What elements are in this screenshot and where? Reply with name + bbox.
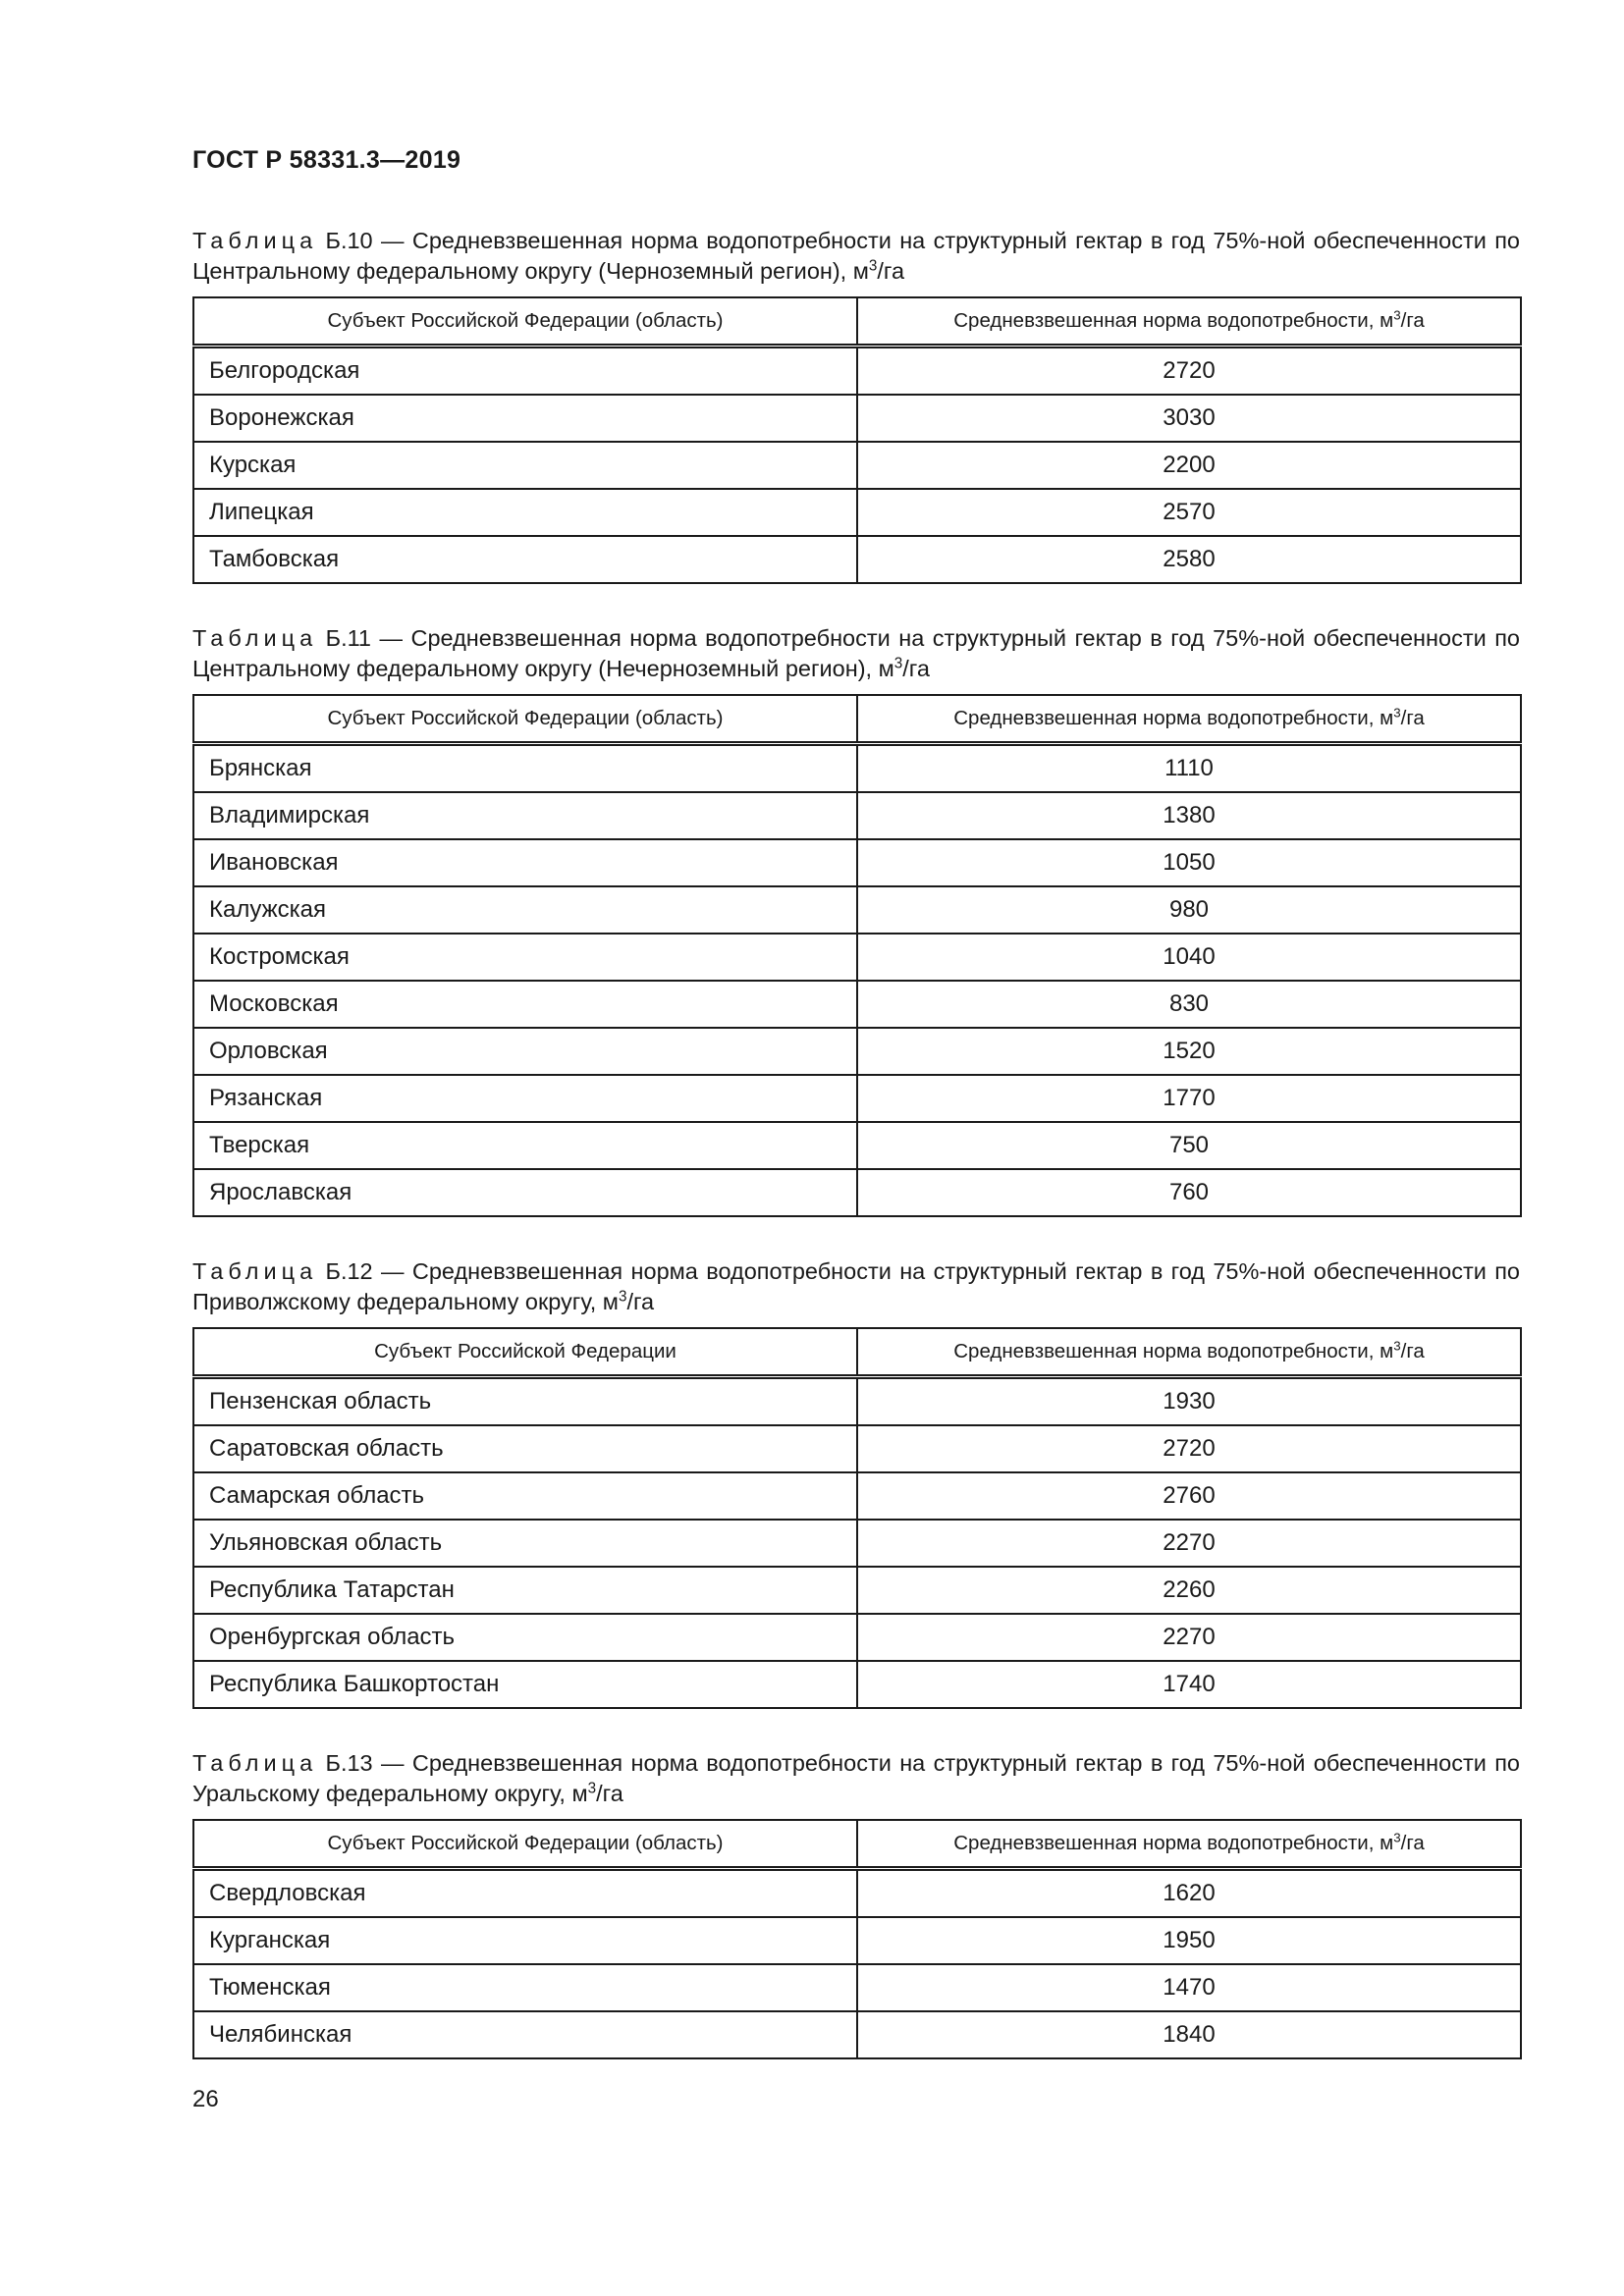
table-row — [193, 886, 1521, 934]
norm-value-cell: 760 — [857, 1169, 1521, 1216]
caption-unit-superscript: 3 — [618, 1288, 627, 1306]
subject-name-cell: Свердловская — [193, 1869, 857, 1918]
column-header-norm-text: Средневзвешенная норма водопотребности, м — [953, 1340, 1394, 1362]
table-caption — [192, 1256, 1520, 1317]
subject-name-cell: Белгородская — [193, 347, 857, 396]
table-header-row — [193, 1820, 1521, 1869]
subject-name-cell: Тюменская — [193, 1964, 857, 2011]
subject-name-cell: Курганская — [193, 1917, 857, 1964]
norm-value-cell: 750 — [857, 1122, 1521, 1169]
norm-value-cell: 2760 — [857, 1472, 1521, 1520]
column-header-norm-superscript: 3 — [1393, 1830, 1401, 1845]
norm-value-cell: 2570 — [857, 489, 1521, 536]
table-header-row — [193, 695, 1521, 744]
column-header-norm-text: Средневзвешенная норма водопотребности, м — [953, 1832, 1394, 1854]
column-header-norm-superscript: 3 — [1393, 1338, 1401, 1354]
subject-name-cell: Костромская — [193, 934, 857, 981]
subject-name-cell: Саратовская область — [193, 1425, 857, 1472]
table-caption — [192, 1748, 1520, 1809]
page-number: 26 — [192, 2086, 219, 2112]
table-row — [193, 1122, 1521, 1169]
caption-unit-tail: /га — [626, 1289, 655, 1314]
norm-value-cell: 2580 — [857, 536, 1521, 583]
subject-name-cell: Самарская область — [193, 1472, 857, 1520]
norm-value-cell: 830 — [857, 981, 1521, 1028]
column-header-subject: Субъект Российской Федерации (область) — [193, 1820, 857, 1869]
subject-name-cell: Республика Татарстан — [193, 1567, 857, 1614]
table-block — [192, 623, 1520, 1217]
table-row — [193, 1377, 1521, 1426]
column-header-norm-text: Средневзвешенная норма водопотребности, м — [953, 309, 1394, 332]
column-header-norm-text: Средневзвешенная норма водопотребности, м — [953, 707, 1394, 729]
subject-name-cell: Московская — [193, 981, 857, 1028]
table-row — [193, 1520, 1521, 1567]
table-row — [193, 1075, 1521, 1122]
subject-name-cell: Республика Башкортостан — [193, 1661, 857, 1708]
column-header-norm — [857, 297, 1521, 347]
norm-value-cell: 2260 — [857, 1567, 1521, 1614]
table-caption-text: Б.13 — Средневзвешенная норма водопотребности на структурный гектар в год 75%-ной обеспеченности по Уральскому федеральному округу, м — [192, 1750, 1520, 1806]
subject-name-cell: Ярославская — [193, 1169, 857, 1216]
data-table — [192, 1327, 1522, 1709]
tables-container — [192, 226, 1520, 2059]
norm-value-cell: 2270 — [857, 1614, 1521, 1661]
column-header-norm — [857, 1820, 1521, 1869]
norm-value-cell: 1380 — [857, 792, 1521, 839]
column-header-norm-superscript: 3 — [1393, 307, 1401, 323]
norm-value-cell: 1620 — [857, 1869, 1521, 1918]
column-header-norm — [857, 1328, 1521, 1377]
document-page — [192, 145, 1520, 2114]
table-row — [193, 536, 1521, 583]
column-header-subject: Субъект Российской Федерации (область) — [193, 695, 857, 744]
caption-unit-tail: /га — [877, 258, 905, 284]
table-caption — [192, 623, 1520, 684]
table-row — [193, 395, 1521, 442]
caption-unit-tail: /га — [902, 656, 930, 681]
norm-value-cell: 1840 — [857, 2011, 1521, 2058]
norm-value-cell: 1520 — [857, 1028, 1521, 1075]
table-row — [193, 1425, 1521, 1472]
norm-value-cell: 3030 — [857, 395, 1521, 442]
table-header-row — [193, 297, 1521, 347]
table-row — [193, 839, 1521, 886]
data-table — [192, 296, 1522, 584]
caption-unit-superscript: 3 — [587, 1780, 597, 1797]
norm-value-cell: 1950 — [857, 1917, 1521, 1964]
subject-name-cell: Калужская — [193, 886, 857, 934]
norm-value-cell: 1040 — [857, 934, 1521, 981]
norm-value-cell: 1930 — [857, 1377, 1521, 1426]
table-caption-label: Таблица — [192, 228, 318, 253]
subject-name-cell: Рязанская — [193, 1075, 857, 1122]
table-row — [193, 1472, 1521, 1520]
norm-value-cell: 1770 — [857, 1075, 1521, 1122]
column-header-subject: Субъект Российской Федерации (область) — [193, 297, 857, 347]
subject-name-cell: Орловская — [193, 1028, 857, 1075]
norm-value-cell: 2720 — [857, 347, 1521, 396]
subject-name-cell: Оренбургская область — [193, 1614, 857, 1661]
subject-name-cell: Воронежская — [193, 395, 857, 442]
table-caption-label: Таблица — [192, 625, 318, 651]
table-caption-label: Таблица — [192, 1750, 318, 1776]
table-row — [193, 1869, 1521, 1918]
norm-value-cell: 1050 — [857, 839, 1521, 886]
data-table — [192, 1819, 1522, 2059]
subject-name-cell: Тверская — [193, 1122, 857, 1169]
subject-name-cell: Пензенская область — [193, 1377, 857, 1426]
caption-unit-tail: /га — [596, 1781, 623, 1806]
table-row — [193, 1567, 1521, 1614]
column-header-norm-tail: /га — [1400, 1340, 1425, 1362]
table-row — [193, 489, 1521, 536]
subject-name-cell: Брянская — [193, 744, 857, 793]
table-row — [193, 981, 1521, 1028]
table-row — [193, 1169, 1521, 1216]
column-header-norm-tail: /га — [1400, 309, 1425, 332]
table-caption-label: Таблица — [192, 1258, 318, 1284]
table-block — [192, 1748, 1520, 2059]
table-row — [193, 1917, 1521, 1964]
table-row — [193, 1661, 1521, 1708]
table-row — [193, 934, 1521, 981]
subject-name-cell: Тамбовская — [193, 536, 857, 583]
table-row — [193, 1028, 1521, 1075]
subject-name-cell: Липецкая — [193, 489, 857, 536]
document-header: ГОСТ Р 58331.3—2019 — [192, 146, 461, 174]
subject-name-cell: Ивановская — [193, 839, 857, 886]
table-row — [193, 1964, 1521, 2011]
subject-name-cell: Челябинская — [193, 2011, 857, 2058]
column-header-subject: Субъект Российской Федерации — [193, 1328, 857, 1377]
table-row — [193, 2011, 1521, 2058]
norm-value-cell: 2720 — [857, 1425, 1521, 1472]
norm-value-cell: 1470 — [857, 1964, 1521, 2011]
column-header-norm-tail: /га — [1400, 707, 1425, 729]
table-block — [192, 226, 1520, 584]
caption-unit-superscript: 3 — [893, 655, 903, 672]
norm-value-cell: 1110 — [857, 744, 1521, 793]
table-row — [193, 792, 1521, 839]
subject-name-cell: Владимирская — [193, 792, 857, 839]
table-row — [193, 1614, 1521, 1661]
norm-value-cell: 2200 — [857, 442, 1521, 489]
table-caption-text: Б.10 — Средневзвешенная норма водопотребности на структурный гектар в год 75%-ной обеспеченности по Центральному федеральному округу (Черноземный регион), м — [192, 228, 1520, 284]
table-block — [192, 1256, 1520, 1709]
table-row — [193, 744, 1521, 793]
norm-value-cell: 980 — [857, 886, 1521, 934]
table-header-row — [193, 1328, 1521, 1377]
table-row — [193, 442, 1521, 489]
column-header-norm-tail: /га — [1400, 1832, 1425, 1854]
table-row — [193, 347, 1521, 396]
column-header-norm-superscript: 3 — [1393, 705, 1401, 721]
subject-name-cell: Курская — [193, 442, 857, 489]
subject-name-cell: Ульяновская область — [193, 1520, 857, 1567]
table-caption — [192, 226, 1520, 287]
table-caption-text: Б.11 — Средневзвешенная норма водопотребности на структурный гектар в год 75%-ной обеспеченности по Центральному федеральному округу (Нечерноземный регион), м — [192, 625, 1520, 681]
table-caption-text: Б.12 — Средневзвешенная норма водопотребности на структурный гектар в год 75%-ной обеспеченности по Приволжскому федеральному округу, м — [192, 1258, 1520, 1314]
caption-unit-superscript: 3 — [868, 257, 878, 275]
data-table — [192, 694, 1522, 1217]
norm-value-cell: 1740 — [857, 1661, 1521, 1708]
column-header-norm — [857, 695, 1521, 744]
norm-value-cell: 2270 — [857, 1520, 1521, 1567]
